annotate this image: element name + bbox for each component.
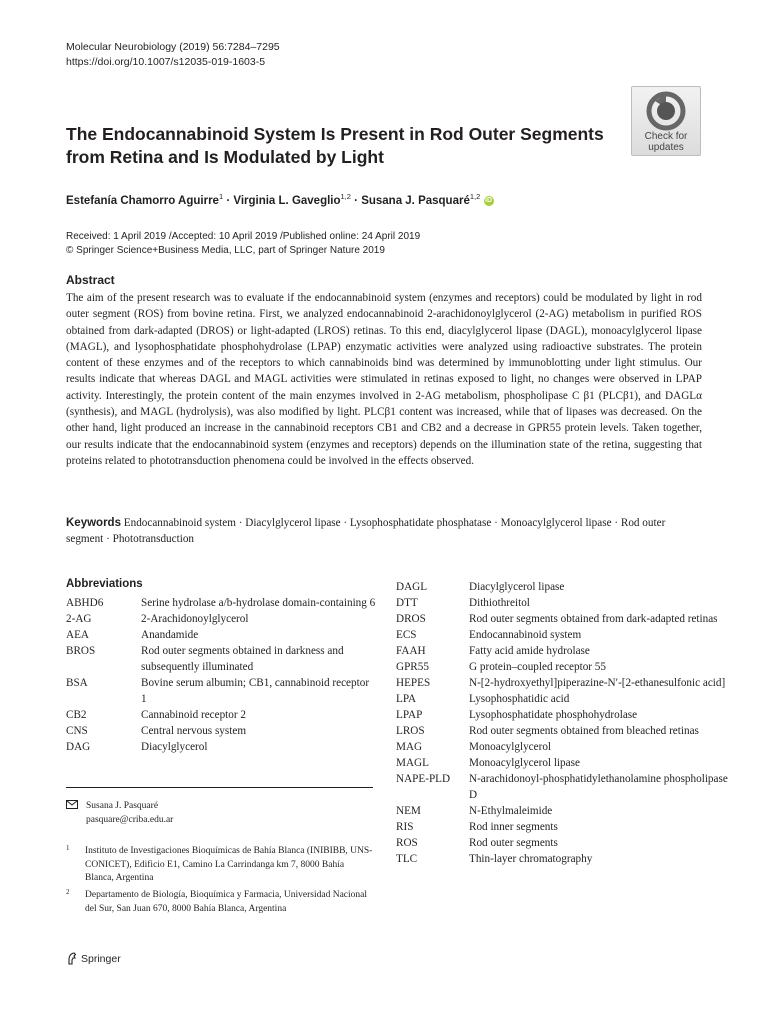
abbreviation-row <box>396 851 736 867</box>
affiliation-footnote <box>66 845 376 890</box>
abbreviation-definition: Thin-layer chromatography <box>469 853 593 865</box>
abbreviations-column-2 <box>396 579 736 867</box>
abbreviation-definition: Lysophosphatidate phosphohydrolase <box>469 709 638 721</box>
journal-header <box>66 40 280 70</box>
abbreviation-row <box>66 627 376 643</box>
abbreviation-term: TLC <box>396 853 418 865</box>
abbreviation-term: ECS <box>396 629 417 641</box>
abbreviation-row <box>396 739 736 755</box>
affiliation-footnote <box>66 889 376 919</box>
abbreviation-row <box>396 611 736 627</box>
abbreviation-definition: Endocannabinoid system <box>469 629 582 641</box>
abbreviation-row <box>396 643 736 659</box>
abbreviation-term: MAG <box>396 741 423 753</box>
abbreviation-term: CB2 <box>66 709 87 721</box>
abbreviation-row <box>66 595 376 611</box>
affiliation-text: Instituto de Investigaciones Bioquímicas de Bahía Blanca (INIBIBB, UNS-CONICET), Edificio E1, Camino La Carrindanga km 7, 8000 Bahía Blanca, Argentina <box>85 846 373 883</box>
doi-link[interactable]: https://doi.org/10.1007/s12035-019-1603-5 <box>66 56 266 68</box>
orcid-icon[interactable]: iD <box>485 196 492 204</box>
abbreviation-term: 2-AG <box>66 613 92 625</box>
abbreviation-definition: Bovine serum albumin; CB1, cannabinoid receptor 1 <box>141 677 370 705</box>
author-name: Virginia L. Gaveglio <box>233 194 341 207</box>
publisher-logo <box>66 952 121 965</box>
abbreviation-definition: N-arachidonoyl-phosphatidylethanolamine phospholipase D <box>469 773 728 801</box>
abbreviation-row <box>396 659 736 675</box>
abbreviation-term: RIS <box>396 821 414 833</box>
envelope-icon <box>66 800 78 809</box>
abstract-heading: Abstract <box>66 273 115 287</box>
abbreviation-term: ROS <box>396 837 418 849</box>
affiliation-text: Departamento de Biología, Bioquímica y Farmacia, Universidad Nacional del Sur, San Juan 670, 8000 Bahía Blanca, Argentina <box>85 890 368 914</box>
article-title: The Endocannabinoid System Is Present in Rod Outer Segments from Retina and Is Modulated by Light <box>66 124 604 167</box>
abbreviations-column-1 <box>66 595 376 755</box>
abbreviation-term: LROS <box>396 725 425 737</box>
publication-history: Received: 1 April 2019 /Accepted: 10 April 2019 /Published online: 24 April 2019 <box>66 231 421 242</box>
author-name: Susana J. Pasquaré <box>361 194 470 207</box>
abbreviation-row <box>66 723 376 739</box>
abbreviation-row <box>396 595 736 611</box>
abbreviation-definition: Diacylglycerol lipase <box>469 581 565 593</box>
abbreviation-row <box>396 755 736 771</box>
abbreviation-term: NAPE-PLD <box>396 773 451 785</box>
abbreviation-row <box>396 675 736 691</box>
abbreviation-definition: Rod inner segments <box>469 821 558 833</box>
abbreviation-row <box>396 771 736 803</box>
publication-dates <box>66 230 420 258</box>
abbreviation-term: FAAH <box>396 645 426 657</box>
abbreviation-definition: Monoacylglycerol <box>469 741 552 753</box>
author-affiliation-ref: 1 <box>218 192 224 201</box>
abbreviation-definition: Fatty acid amide hydrolase <box>469 645 590 657</box>
author-separator: · <box>350 194 362 207</box>
author-name: Estefanía Chamorro Aguirre <box>66 194 219 207</box>
abbreviation-definition: Dithiothreitol <box>469 597 530 609</box>
abbreviation-row <box>396 835 736 851</box>
abbreviation-term: BROS <box>66 645 96 657</box>
publisher-name: Springer <box>81 952 121 965</box>
author-separator: · <box>223 194 234 207</box>
abbreviation-term: DAGL <box>396 581 428 593</box>
abbreviation-row <box>396 723 736 739</box>
abbreviation-term: DTT <box>396 597 418 609</box>
abbreviation-definition: Rod outer segments <box>469 837 558 849</box>
check-for-updates-line1: Check for <box>644 131 688 142</box>
correspondence-name: Susana J. Pasquaré <box>86 801 159 811</box>
abbreviation-row <box>66 707 376 723</box>
abbreviation-row <box>66 643 376 675</box>
check-for-updates-line2: updates <box>648 142 684 153</box>
author-affiliation-ref: 1,2 <box>469 192 481 201</box>
abbreviation-row <box>396 627 736 643</box>
journal-citation: Molecular Neurobiology (2019) 56:7284–7295 <box>66 41 280 53</box>
abbreviation-term: DROS <box>396 613 426 625</box>
abbreviation-term: LPA <box>396 693 417 705</box>
abbreviation-term: DAG <box>66 741 91 753</box>
abbreviation-definition: G protein–coupled receptor 55 <box>469 661 606 673</box>
affiliation-number: 2 <box>66 888 70 896</box>
affiliation-number: 1 <box>66 844 70 852</box>
abstract-text: The aim of the present research was to evaluate if the endocannabinoid system (enzymes and receptors) could be modulated by light in rod outer segment (ROS) from bovine retina. First, we analyzed endocannabinoid 2-arachidonoylglycerol (2-AG) metabolism in purified ROS obtained from dark-adapted (DROS) or light-adapted (LROS) retinas. To this end, diacylglycerol lipase (DAGL), monoacylglycerol lipase (MAGL), and lysophosphatidate phosphohydrolase (LPAP) enzymatic activities were analyzed using radioactive substrates. The protein content of these enzymes and of the receptors to which cannabinoids bind was determined by immunoblotting under light stimulus. Our results indicate that whereas DAGL and MAGL activities were stimulated in retinas exposed to light, no changes were observed in LPAP activity. Interestingly, the protein content of the main enzymes involved in 2-AG metabolism, phospholipase C β1 (PLCβ1), and DAGLα (synthesis), and MAGL (hydrolysis), was also modified by light. PLCβ1 content was increased, while that of lipases was decreased. On the other hand, light produced an increase in the cannabinoid receptors CB1 and CB2 and a decrease in GPR55 protein levels. Taken together, our results indicate that the endocannabinoid system (enzymes and receptors) depends on the illumination state of the retina, suggesting that proteins related to phototransduction phenomena could be involved in the effects observed. <box>66 292 702 467</box>
abbreviation-term: HEPES <box>396 677 431 689</box>
copyright-line: © Springer Science+Business Media, LLC, part of Springer Nature 2019 <box>66 245 385 256</box>
author-list <box>66 190 494 208</box>
abbreviations-heading: Abbreviations <box>66 578 143 590</box>
abbreviation-row <box>396 819 736 835</box>
abbreviation-definition: N-[2-hydroxyethyl]piperazine-N′-[2-ethanesulfonic acid] <box>469 677 726 689</box>
abbreviation-term: LPAP <box>396 709 423 721</box>
abbreviation-row <box>396 691 736 707</box>
abbreviation-definition: Rod outer segments obtained from dark-adapted retinas <box>469 613 718 625</box>
abbreviation-definition: Diacylglycerol <box>141 741 208 753</box>
abbreviation-definition: Serine hydrolase a/b-hydrolase domain-containing 6 <box>141 597 376 609</box>
abbreviation-row <box>396 803 736 819</box>
abbreviation-definition: Anandamide <box>141 629 199 641</box>
footnote-divider <box>66 787 373 788</box>
keywords <box>66 515 702 548</box>
abbreviation-row <box>66 675 376 707</box>
abbreviation-term: MAGL <box>396 757 429 769</box>
abbreviation-definition: Rod outer segments obtained from bleached retinas <box>469 725 699 737</box>
abbreviation-row <box>396 579 736 595</box>
correspondence-email[interactable]: pasquare@criba.edu.ar <box>86 814 174 825</box>
author-affiliation-ref: 1,2 <box>340 192 351 201</box>
abbreviation-row <box>66 739 376 755</box>
abbreviation-term: NEM <box>396 805 421 817</box>
check-for-updates-badge[interactable] <box>631 86 701 156</box>
abbreviation-row <box>396 707 736 723</box>
abbreviation-definition: N-Ethylmaleimide <box>469 805 553 817</box>
abbreviation-term: AEA <box>66 629 89 641</box>
abbreviation-term: BSA <box>66 677 88 689</box>
abbreviation-definition: 2-Arachidonoylglycerol <box>141 613 249 625</box>
check-for-updates-icon <box>646 91 686 131</box>
keywords-label: Keywords <box>66 517 121 529</box>
abbreviation-definition: Monoacylglycerol lipase <box>469 757 580 769</box>
abbreviation-definition: Rod outer segments obtained in darkness and subsequently illuminated <box>141 645 344 673</box>
springer-horse-icon <box>66 952 78 965</box>
abbreviation-term: CNS <box>66 725 88 737</box>
abbreviation-definition: Central nervous system <box>141 725 247 737</box>
abbreviation-definition: Cannabinoid receptor 2 <box>141 709 247 721</box>
keywords-list: Endocannabinoid system · Diacylglycerol lipase · Lysophosphatidate phosphatase · Monoacylglycerol lipase · Rod outer segment · Phototransduction <box>66 517 666 546</box>
abbreviation-term: GPR55 <box>396 661 429 673</box>
abbreviation-definition: Lysophosphatidic acid <box>469 693 570 705</box>
abbreviation-term: ABHD6 <box>66 597 104 609</box>
abbreviation-row <box>66 611 376 627</box>
